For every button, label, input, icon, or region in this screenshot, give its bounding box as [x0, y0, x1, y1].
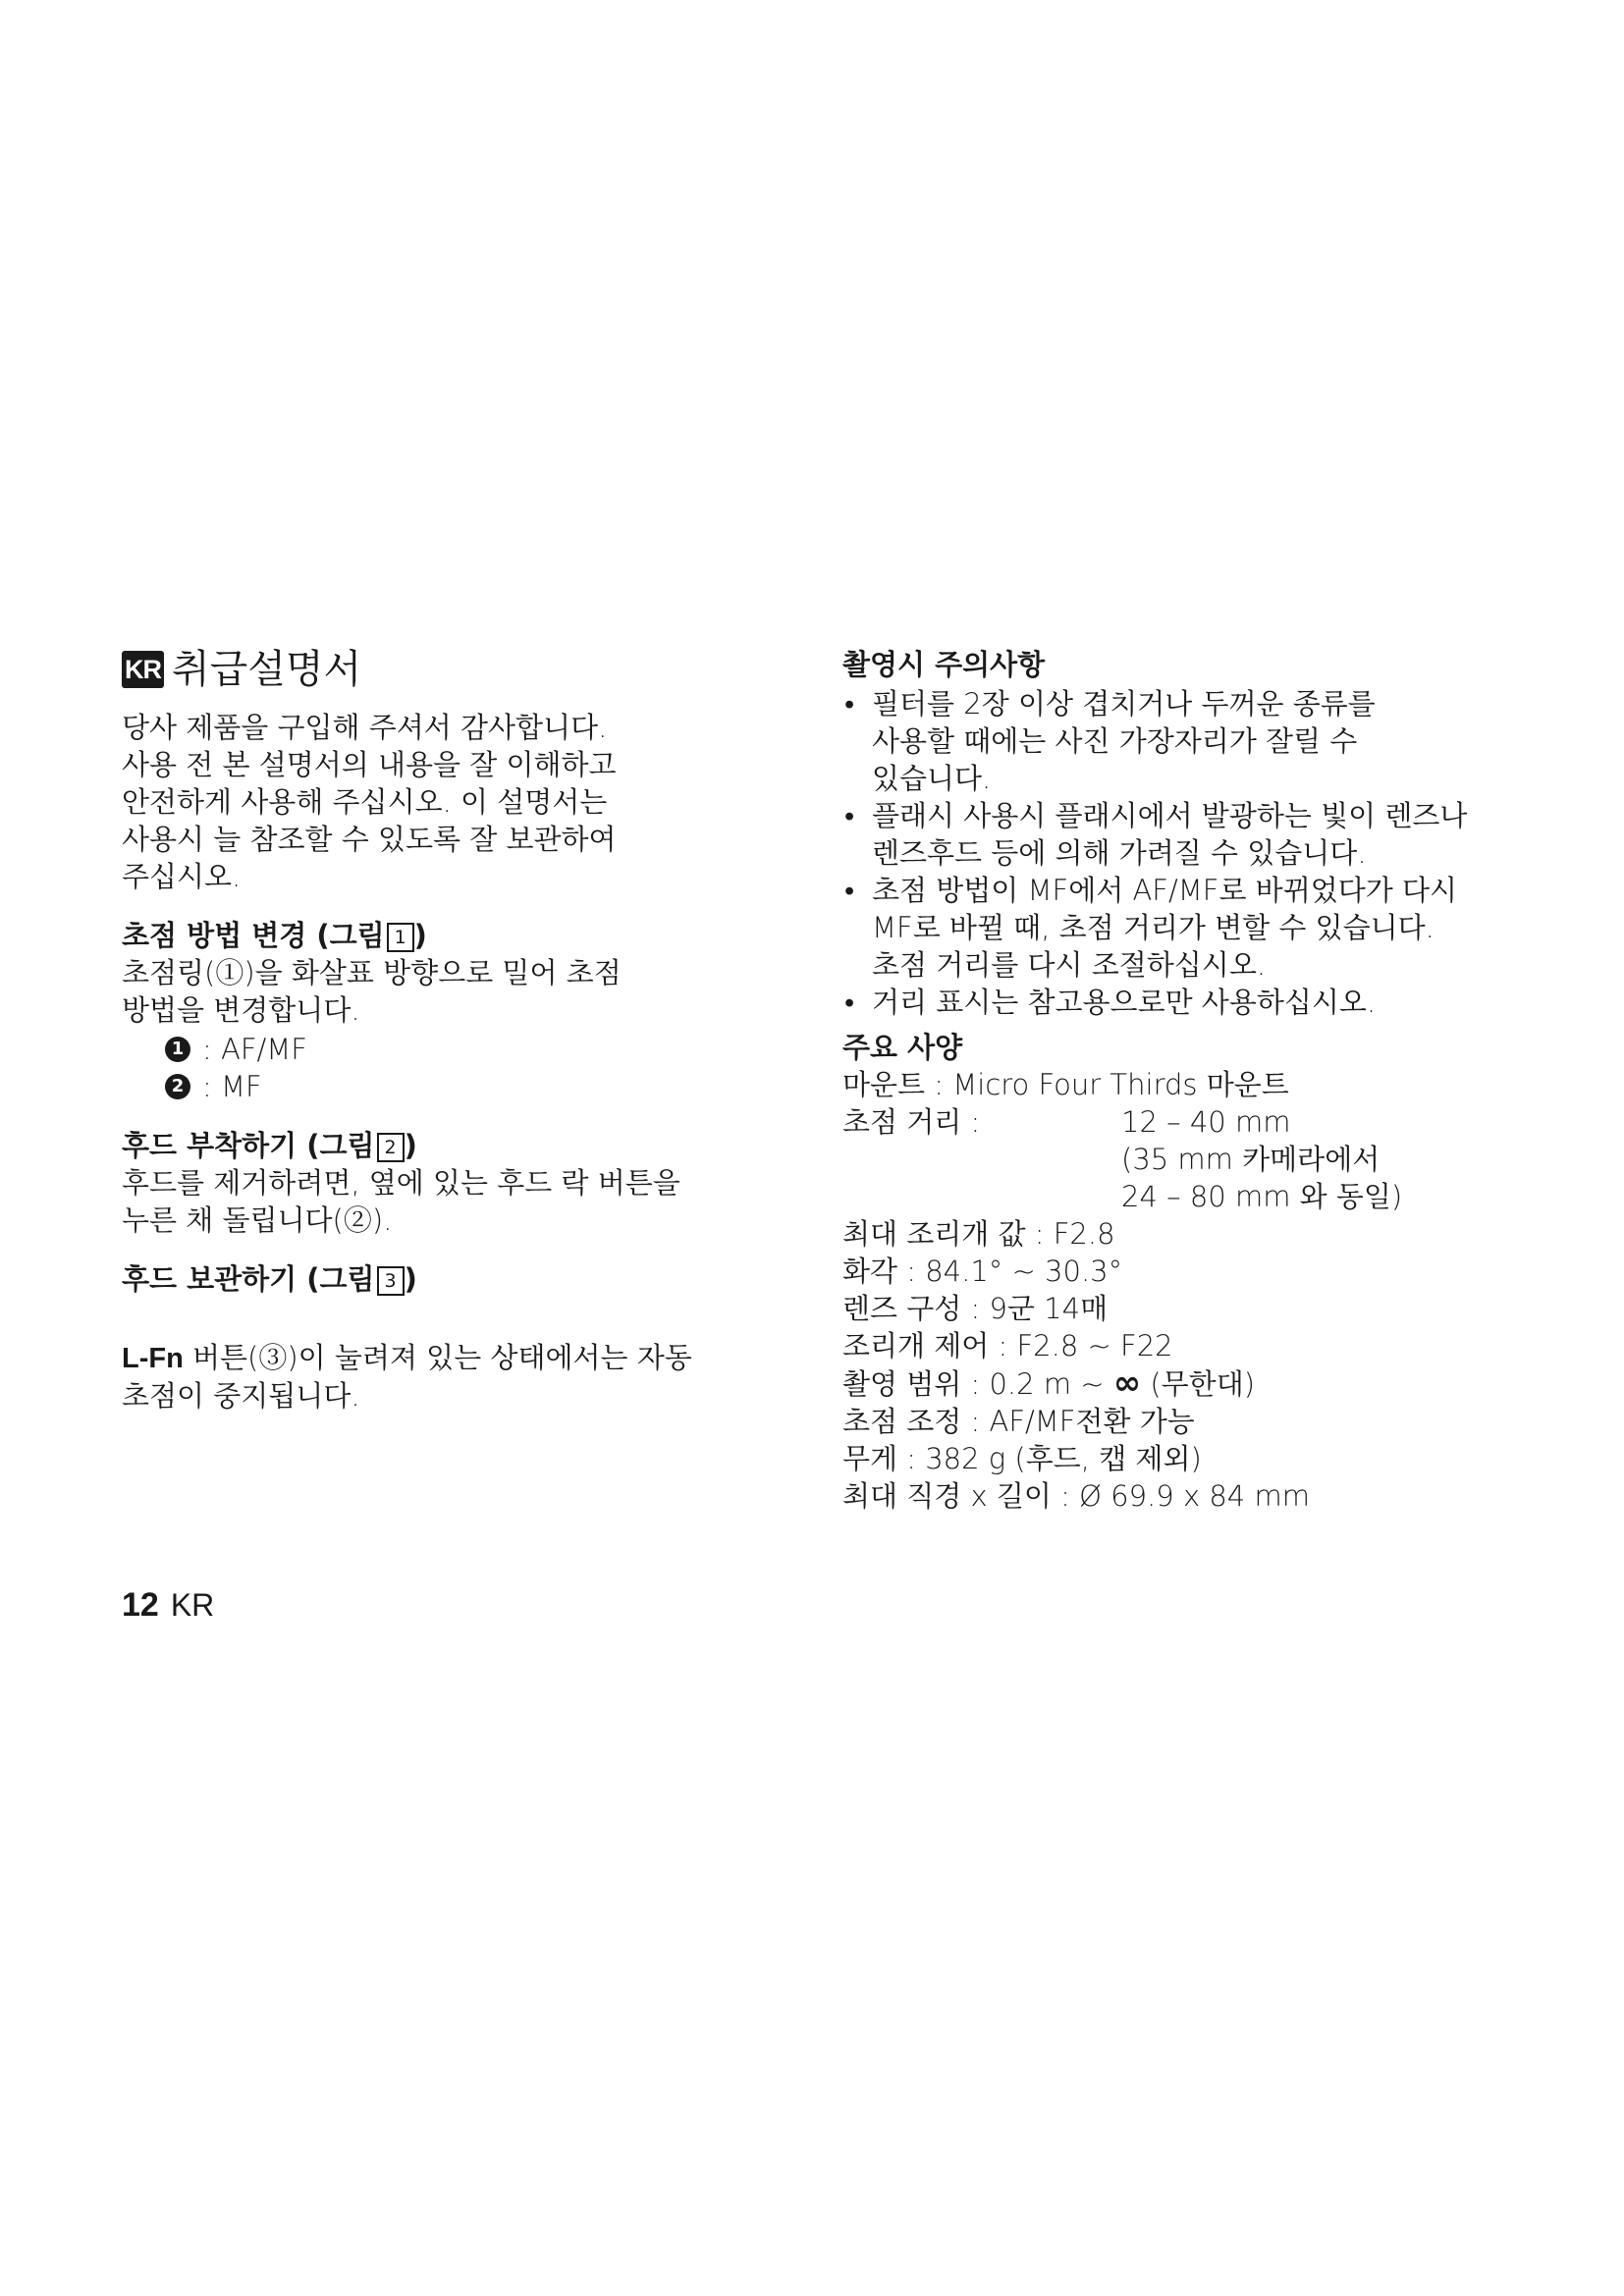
focus-mode-item: 2 : MF	[165, 1068, 789, 1105]
right-column	[842, 646, 1549, 1515]
figure-ref-3: 3	[377, 1266, 405, 1296]
spec-weight: 무게 : 382 g (후드, 캡 제외)	[842, 1442, 1202, 1475]
hood-store-heading: 후드 보관하기 (그림 3 )	[122, 1262, 417, 1296]
lfn-note: L-Fn 버튼(③)이 눌려져 있는 상태에서는 자동 초점이 중지됩니다.	[122, 1341, 692, 1413]
spec-mount: 마운트 : Micro Four Thirds 마운트	[842, 1068, 1289, 1101]
cautions-section	[842, 646, 1549, 1021]
manual-title	[122, 646, 789, 693]
list-item: • 거리 표시는 참고용으로만 사용하십시오.	[842, 984, 1549, 1021]
spec-dimensions: 최대 직경 x 길이 : Ø 69.9 x 84 mm	[842, 1479, 1310, 1513]
spec-focal-length: 초점 거리 : 12 – 40 mm (35 mm 카메라에서 24 – 80 mm 와 동일)	[842, 1105, 1403, 1213]
infinity-icon: ∞	[1112, 1363, 1142, 1403]
spec-angle: 화각 : 84.1° ~ 30.3°	[842, 1255, 1123, 1288]
lfn-label: L-Fn	[122, 1343, 184, 1374]
cautions-heading: 촬영시 주의사항	[842, 648, 1046, 681]
list-item: • 필터를 2장 이상 겹치거나 두꺼운 종류를 사용할 때에는 사진 가장자리가 잘릴 수 있습니다.	[842, 685, 1549, 797]
page-number: 12	[122, 1586, 159, 1624]
cautions-list	[842, 685, 1549, 1021]
intro-paragraph: 당사 제품을 구입해 주셔서 감사합니다. 사용 전 본 설명서의 내용을 잘 이해하고 안전하게 사용해 주십시오. 이 설명서는 사용시 늘 참조할 수 있도록 잘 보관하여 주십시오.	[122, 711, 617, 893]
specs-section	[842, 1029, 1549, 1515]
list-item: • 플래시 사용시 플래시에서 발광하는 빛이 렌즈나 렌즈후드 등에 의해 가려질 수 있습니다.	[842, 797, 1549, 872]
number-1-icon: 1	[165, 1037, 190, 1062]
hood-attach-section: 후드 부착하기 (그림 2 ) 후드를 제거하려면, 옆에 있는 후드 락 버튼을 누른 채 돌립니다(②).	[122, 1127, 789, 1239]
spec-aperture-control: 조리개 제어 : F2.8 ~ F22	[842, 1329, 1173, 1362]
spec-shooting-range: 촬영 범위 : 0.2 m ~ ∞ (무한대)	[842, 1363, 1256, 1403]
footer-language: KR	[170, 1587, 215, 1623]
number-2-icon: 2	[165, 1074, 190, 1099]
focus-mode-item: 1 : AF/MF	[165, 1031, 789, 1068]
language-badge: KR	[122, 651, 164, 688]
figure-ref-2: 2	[377, 1133, 405, 1162]
left-column	[122, 646, 789, 1415]
list-item: • 초점 방법이 MF에서 AF/MF로 바뀌었다가 다시 MF로 바뀔 때, 초점 거리가 변할 수 있습니다. 초점 거리를 다시 조절하십시오.	[842, 872, 1549, 984]
hood-attach-heading: 후드 부착하기 (그림 2 )	[122, 1129, 417, 1162]
figure-ref-1: 1	[387, 923, 414, 952]
focus-change-section: 초점 방법 변경 (그림 1 ) 초점링(①)을 화살표 방향으로 밀어 초점 방법을 변경합니다. 1 : AF/MF 2 : MF	[122, 917, 789, 1105]
page-title: 취급설명서	[172, 647, 362, 692]
spec-max-aperture: 최대 조리개 값 : F2.8	[842, 1217, 1115, 1251]
focus-mode-list	[165, 1031, 789, 1105]
spec-construction: 렌즈 구성 : 9군 14매	[842, 1292, 1109, 1325]
hood-store-section	[122, 1260, 789, 1298]
page-footer	[122, 1586, 214, 1625]
spec-focus-adjust: 초점 조정 : AF/MF전환 가능	[842, 1405, 1195, 1438]
focus-change-heading: 초점 방법 변경 (그림 1 )	[122, 919, 427, 952]
specs-heading: 주요 사양	[842, 1031, 963, 1064]
